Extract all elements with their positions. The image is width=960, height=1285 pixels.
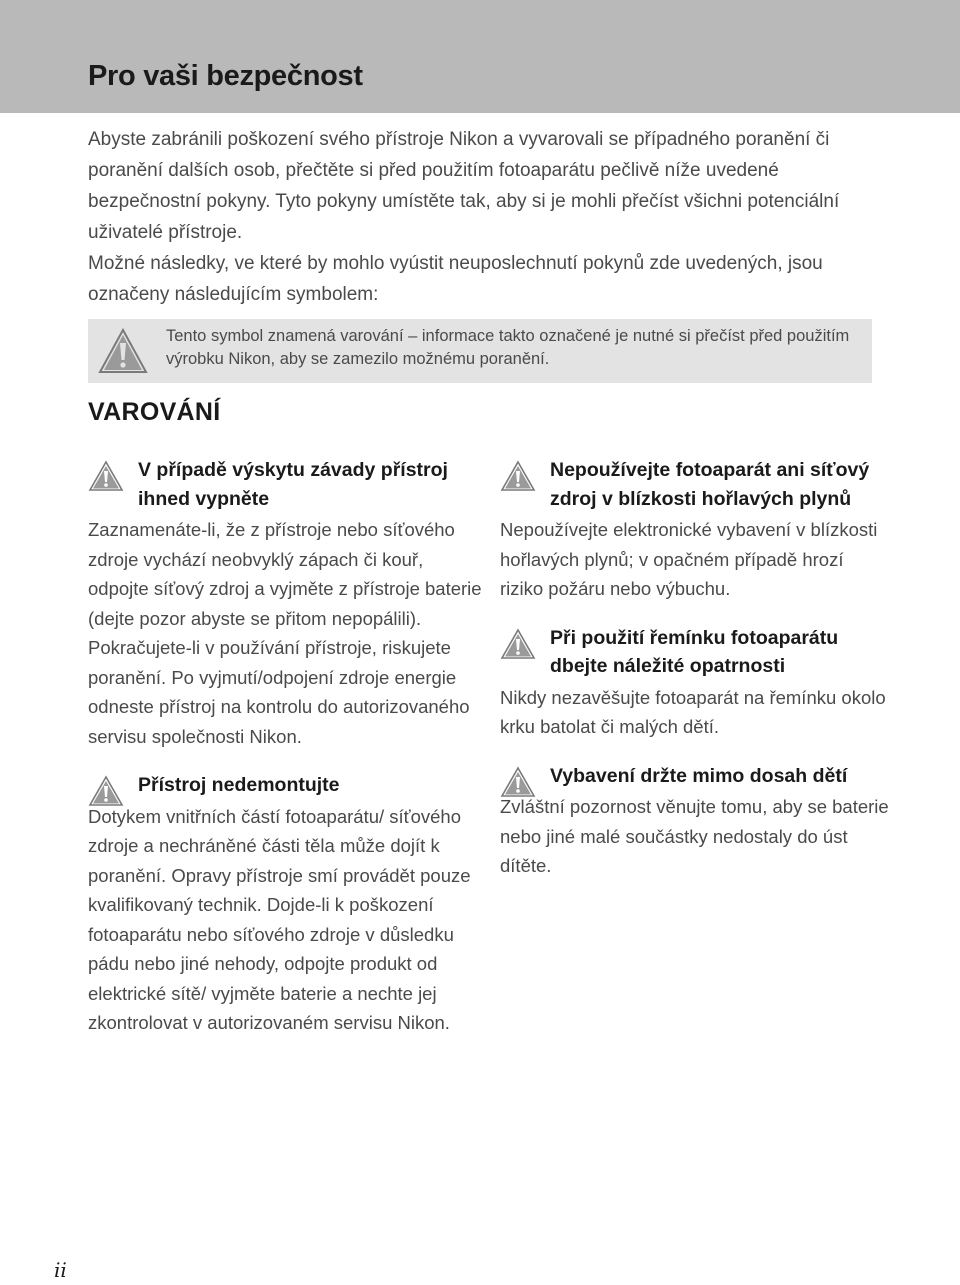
intro-paragraph-1: Abyste zabránili poškození svého přístroje Nikon a vyvarovali se případného poranění či poranění dalších osob, přečtěte si před použitím fotoaparátu pečlivě níže uvedené bezpečnostní pokyny. Tyto pokyny umístěte tak, aby si je mohli přečíst všichni potenciální uživatelé přístroje. bbox=[88, 129, 840, 243]
section-header bbox=[88, 771, 488, 800]
section-title: V případě výskytu závady přístroj ihned vypněte bbox=[138, 459, 448, 510]
page-number: ii bbox=[54, 1258, 67, 1282]
section-body: Zvláštní pozornost věnujte tomu, aby se baterie nebo jiné malé součástky nedostaly do úst dítěte. bbox=[500, 796, 889, 876]
warning-section bbox=[500, 762, 890, 881]
warning-triangle-icon bbox=[88, 775, 124, 807]
warning-section bbox=[500, 624, 890, 742]
section-title: Při použití řemínku fotoaparátu dbejte náležité opatrnosti bbox=[550, 626, 839, 677]
warning-triangle-icon bbox=[500, 460, 536, 492]
section-header bbox=[88, 456, 488, 513]
intro-text bbox=[88, 124, 888, 310]
warning-triangle-icon bbox=[500, 628, 536, 660]
warning-section bbox=[500, 456, 890, 604]
header-band bbox=[0, 0, 960, 113]
right-column bbox=[500, 456, 890, 901]
warning-triangle-icon bbox=[98, 327, 148, 375]
notice-text: Tento symbol znamená varování – informace takto označené je nutné si přečíst před použitím výrobku Nikon, aby se zamezilo možnému poranění. bbox=[166, 327, 850, 368]
section-header bbox=[500, 762, 890, 791]
section-body: Nepoužívejte elektronické vybavení v blízkosti hořlavých plynů; v opačném případě hrozí riziko požáru nebo výbuchu. bbox=[500, 519, 878, 599]
section-body: Zaznamenáte-li, že z přístroje nebo síťového zdroje vychází neobvyklý zápach či kouř, odpojte síťový zdroj a vyjměte z přístroje baterie (dejte pozor abyste se přitom nepopálili). Pokračujete-li v používání přístroje, riskujete poranění. Po vyjmutí/odpojení zdroje energie odneste přístroj na kontrolu do autorizovaného servisu společnosti Nikon. bbox=[88, 519, 482, 747]
intro-paragraph-2: Možné následky, ve které by mohlo vyústit neuposlechnutí pokynů zde uvedených, jsou označeny následujícím symbolem: bbox=[88, 253, 823, 305]
warning-section bbox=[88, 456, 488, 751]
warning-section bbox=[88, 771, 488, 1038]
left-column bbox=[88, 456, 488, 1058]
warning-triangle-icon bbox=[500, 766, 536, 798]
section-body: Nikdy nezavěšujte fotoaparát na řemínku okolo krku batolat či malých dětí. bbox=[500, 686, 886, 737]
section-header bbox=[500, 456, 890, 513]
section-title: Vybavení držte mimo dosah dětí bbox=[550, 764, 848, 787]
section-title: Nepoužívejte fotoaparát ani síťový zdroj v blízkosti hořlavých plynů bbox=[550, 459, 870, 510]
warning-heading: VAROVÁNÍ bbox=[88, 398, 221, 426]
section-header bbox=[500, 624, 890, 681]
warning-triangle-icon bbox=[88, 460, 124, 492]
page-title: Pro vaši bezpečnost bbox=[88, 60, 363, 92]
section-title: Přístroj nedemontujte bbox=[138, 774, 340, 796]
warning-symbol-notice bbox=[88, 319, 872, 383]
section-body: Dotykem vnitřních částí fotoaparátu/ síťového zdroje a nechráněné části těla může dojít k poranění. Opravy přístroje smí provádět pouze kvalifikovaný technik. Dojde-li k poškození fotoaparátu nebo síťového zdroje v důsledku pádu nebo jiné nehody, odpojte produkt od elektrické sítě/ vyjměte baterie a nechte jej zkontrolovat v autorizovaném servisu Nikon. bbox=[88, 805, 471, 1033]
